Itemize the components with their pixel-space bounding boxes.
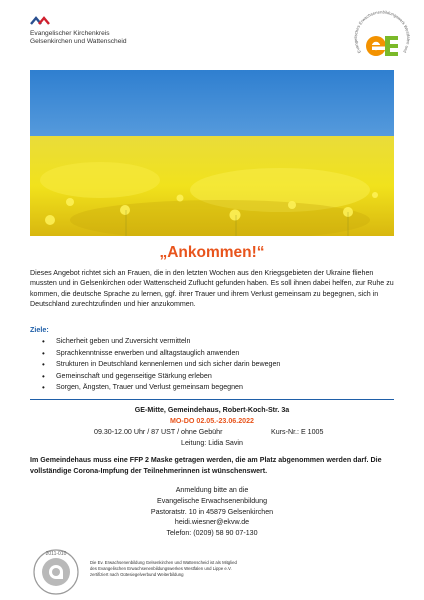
page-title: „Ankommen!“ [159, 244, 265, 261]
registration-contact [0, 485, 424, 539]
event-time: 09.30-12.00 Uhr / 87 UST / ohne Gebühr [94, 428, 223, 436]
goals-heading: Ziele: [30, 325, 49, 334]
org-line-1: Evangelischer Kirchenkreis [30, 30, 110, 37]
seal-ring-text: Evangelisches Erwachsenenbildungswerk Westfalen und [352, 9, 412, 55]
event-dates: MO-DO 02.05.-23.06.2022 [170, 417, 254, 425]
intro-paragraph: Dieses Angebot richtet sich an Frauen, die in den letzten Wochen aus den Kriegsgebieten der Ukraine fliehen mussten und in Gelsenkirchen oder Wattenscheid Zuflucht gefunden haben. Es soll ihnen dabei helfen, zur Ruhe zu kommen, die deutsche Sprache zu lernen, ggf. ihrer Trauer und ihrem Verlust gemeinsam zu begegnen, sich in Deutschland zurechtzufinden und hier anzukommen. [30, 269, 394, 309]
goal-item: • Sprachkenntnisse erwerben und alltagstauglich anwenden [42, 348, 382, 360]
church-district-logo-icon [30, 14, 52, 28]
organization-name [30, 30, 127, 46]
contact-org: Evangelische Erwachsenenbildung [156, 496, 268, 505]
quality-seal-icon [30, 547, 82, 597]
event-venue: GE-Mitte, Gemeindehaus, Robert-Koch-Str. 3a [134, 406, 290, 414]
rapeseed-field-photo [30, 70, 394, 236]
goal-item: • Strukturen in Deutschland kennenlernen und sich sicher darin bewegen [42, 359, 382, 371]
goal-item: • Gemeinschaft und gegenseitige Stärkung erleben [42, 371, 382, 383]
ee-seal-icon [352, 8, 412, 68]
org-line-2: Gelsenkirchen und Wattenscheid [30, 38, 127, 46]
cert-year: 2011-010 [45, 551, 67, 557]
mask-notice: Im Gemeindehaus muss eine FFP 2 Maske getragen werden, die am Platz abgenommen werden darf. Die vollständige Corona-Impfung der Teilnehmerinnen ist wünschenswert. [30, 456, 382, 475]
contact-phone: Telefon: (0209) 58 90 07-130 [166, 529, 258, 538]
contact-email[interactable]: heidi.wiesner@ekvw.de [174, 518, 250, 527]
course-number: Kurs-Nr.: E 1005 [271, 428, 324, 436]
course-lead: Leitung: Lidia Savin [181, 439, 243, 447]
goal-item: • Sorgen, Ängsten, Trauer und Verlust gemeinsam begegnen [42, 382, 382, 394]
contact-address: Pastoratstr. 10 in 45879 Gelsenkirchen [150, 507, 274, 516]
contact-intro: Anmeldung bitte an die [175, 486, 249, 494]
certification-text: Die Ev. Erwachsenenbildung Gelsenkirchen und Wattenscheid ist als Mitglied des Evangelischen Erwachsenenbildungswerkes Westfalen und Lippe e.V. zertifiziert nach Gütesiegelverbund Weiterbildung [90, 560, 237, 577]
goals-list [42, 336, 382, 394]
goal-item: • Sicherheit geben und Zuversicht vermitteln [42, 336, 382, 348]
section-divider [30, 399, 394, 400]
